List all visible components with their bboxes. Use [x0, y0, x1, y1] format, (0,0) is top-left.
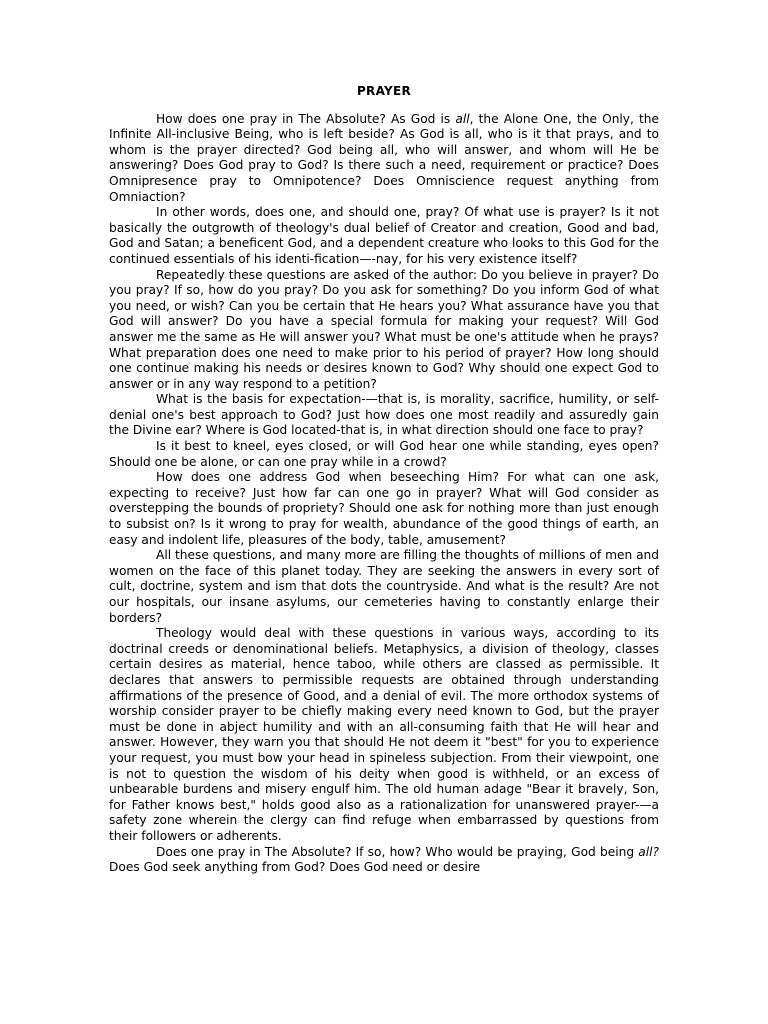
paragraph-text: Repeatedly these questions are asked of the author: Do you believe in prayer? Do you pray? If so, how do you pray? Do you ask for something? Do you inform God of what you need, or wish? Can you be certain that He hears you? What assurance have you that God will answer? Do you have a special formula for making your request? Will God answer me the same as He will answer you? What must be one's attitude when he prays? What preparation does one need to make prior to his period of prayer? How long should one continue making his needs or desires known to God? Why should one expect God to answer or in any way respond to a petition? [109, 267, 659, 391]
paragraph-text: Does one pray in The Absolute? If so, how? Who would be praying, God being [156, 844, 639, 859]
paragraph-text: All these questions, and many more are filling the thoughts of millions of men and women on the face of this planet today. They are seeking the answers in every sort of cult, doctrine, system and ism that dots the countryside. And what is the result? Are not our hospitals, our insane asylums, our cemeteries having to constantly enlarge their borders? [109, 548, 659, 625]
document-page [109, 84, 659, 876]
paragraph-text: Does God seek anything from God? Does God need or desire [109, 860, 481, 875]
paragraph-text: Is it best to kneel, eyes closed, or will God hear one while standing, eyes open? Should one be alone, or can one pray while in a crowd? [109, 439, 659, 469]
paragraph-text: What is the basis for expectation-—that is, is morality, sacrifice, humility, or self-denial one's best approach to God? Just how does one most readily and assuredly gain the Divine ear? Where is God located-that is, in what direction should one face to pray? [109, 392, 659, 438]
paragraph-text: Theology would deal with these questions in various ways, according to its doctrinal creeds or denominational beliefs. Metaphysics, a division of theology, classes certain desires as material, hence taboo, while others are classed as permissible. It declares that answers to permissible requests are obtained through understanding affirmations of the presence of Good, and a denial of evil. The more orthodox systems of worship consider prayer to be chiefly making every need known to God, but the prayer must be done in abject humility and with an all-consuming faith that He will hear and answer. However, they warn you that should He not deem it "best" for you to experience your request, you must bow your head in spineless subjection. From their viewpoint, one is not to question the wisdom of his deity when good is withheld, or an excess of unbearable burdens and misery engulf him. The old human adage "Bear it bravely, Son, for Father knows best," holds good also as a rationalization for unanswered prayer-—a safety zone wherein the clergy can find refuge when embarrassed by questions from their followers or adherents. [109, 626, 659, 843]
paragraph [109, 845, 659, 876]
paragraph [109, 470, 659, 548]
page-title: PRAYER [356, 84, 412, 98]
document-body [109, 112, 659, 876]
italic-text: all [455, 111, 470, 126]
paragraph [109, 626, 659, 844]
paragraph-text: In other words, does one, and should one, pray? Of what use is prayer? Is it not basically the outgrowth of theology's dual belief of Creator and creation, Good and bad, God and Satan; a beneficent God, and a dependent creature who looks to this God for the continued essentials of his identi-fication—-nay, for his very existence itself? [109, 205, 659, 266]
paragraph-text: How does one address God when beseeching Him? For what can one ask, expecting to receive? Just how far can one go in prayer? What will God consider as overstepping the bounds of propriety? Should one ask for nothing more than just enough to subsist on? Is it wrong to pray for wealth, abundance of the good things of earth, an easy and indolent life, pleasures of the body, table, amusement? [109, 470, 659, 547]
paragraph-text: How does one pray in The Absolute? As God is [156, 111, 456, 126]
paragraph-text: , the Alone One, the Only, the Infinite All-inclusive Being, who is left beside? As God is all, who is it that prays, and to whom is the prayer directed? God being all, who will answer, and whom will He be answering? Does God pray to God? Is there such a need, requirement or practice? Does Omnipresence pray to Omnipotence? Does Omniscience request anything from Omniaction? [109, 111, 659, 204]
paragraph [109, 548, 659, 626]
paragraph [109, 205, 659, 267]
italic-text: all? [638, 844, 659, 859]
paragraph [109, 392, 659, 439]
paragraph [109, 112, 659, 206]
paragraph [109, 268, 659, 393]
paragraph [109, 439, 659, 470]
